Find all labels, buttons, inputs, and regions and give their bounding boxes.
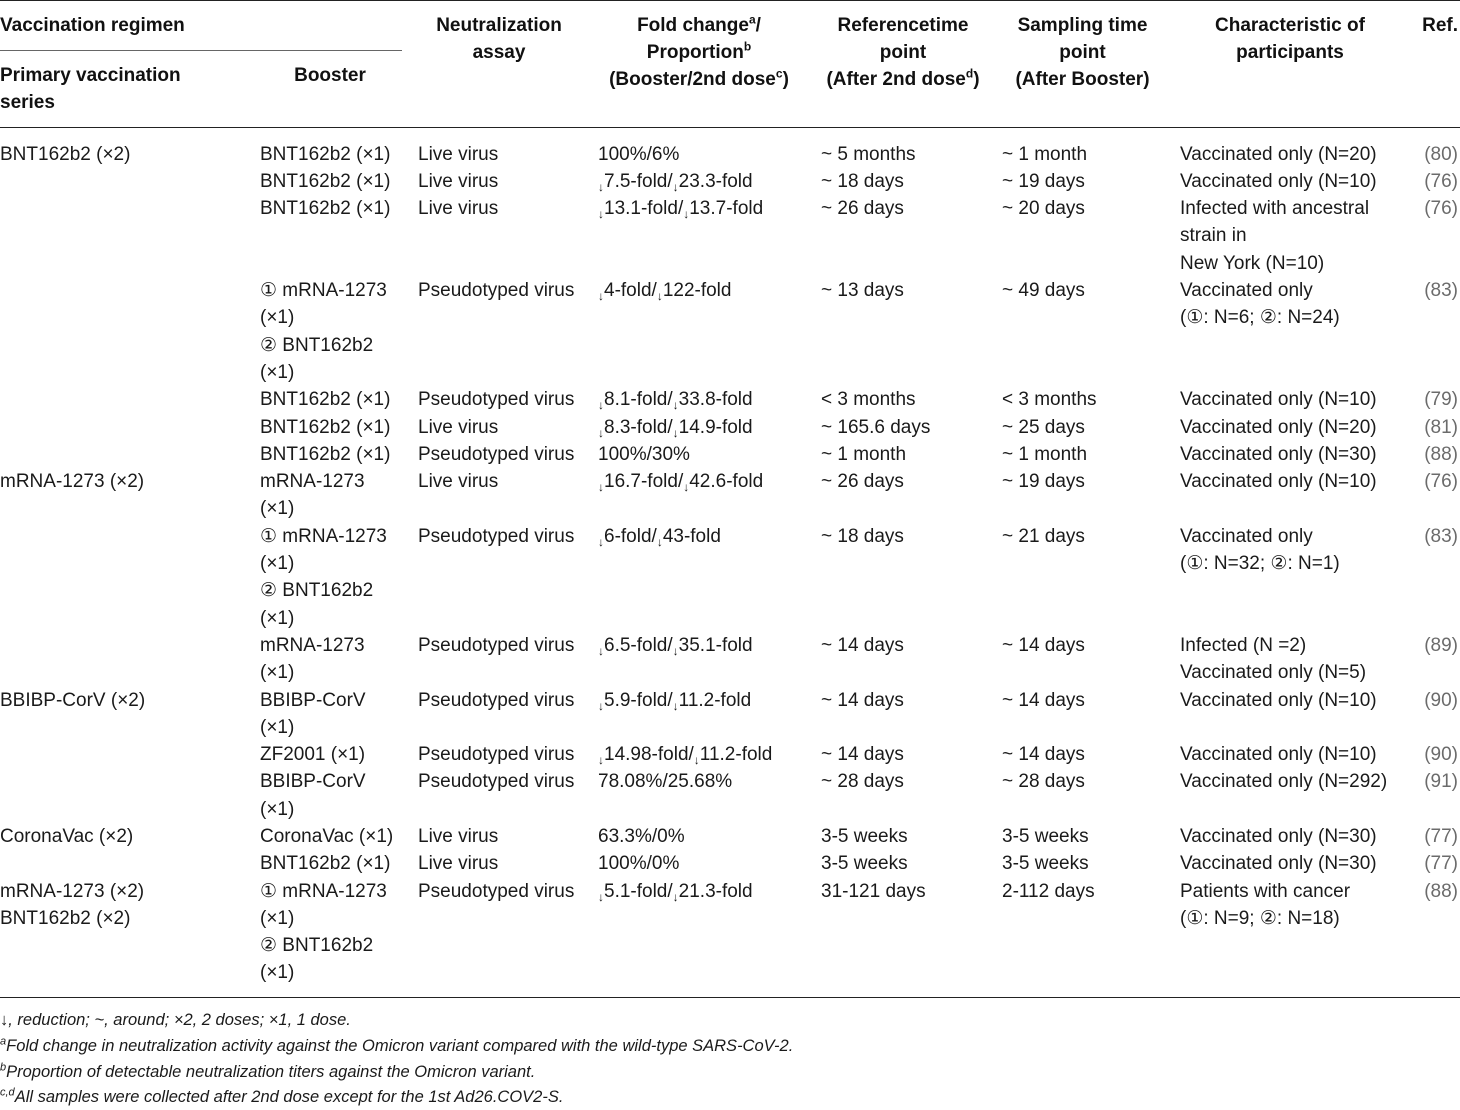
fold-change-cell: $_↓7.5-fold/_↓23.3$-fold [598,170,753,194]
participants-cell: Vaccinated only (N=10) [1180,744,1377,766]
participants-cell: Vaccinated only (N=30) [1180,443,1377,465]
participants-cell: Vaccinated only (N=10) [1180,170,1377,192]
booster-cell: ① mRNA-1273 (×1) ② BNT162b2 (×1) [260,525,387,629]
fold-change-cell: $_↓6.5-fold/_↓35.1$-fold [598,634,753,658]
booster-cell: ZF2001 (×1) [260,744,366,766]
booster-cell: ① mRNA-1273 (×1) ② BNT162b2 (×1) [260,880,387,984]
fold-change-cell: $_↓13.1-fold/_↓13.7$-fold [598,198,764,222]
assay-cell: Pseudotyped virus [418,525,575,547]
reference-time-cell: ~ 18 days [821,525,904,547]
header-booster: Booster [294,65,366,86]
participants-cell: Vaccinated only (N=30) [1180,853,1377,875]
footnote-a: $^a$Fold change in neutralization activity against the Omicron variant compared with the wild-type SARS-CoV-2. [0,1035,794,1055]
fold-change-cell: 100%/30% [598,443,690,465]
participants-cell: Infected with ancestral strain in New York (N=10) [1180,198,1370,274]
ref-cell: (89) [1424,634,1458,656]
fold-change-cell: $_↓4-fold/_↓122$-fold [598,280,732,303]
participants-cell: Vaccinated only (①: N=6; ②: N=24) [1180,280,1340,329]
participants-cell: Vaccinated only (N=292) [1180,771,1388,793]
header-reference-time: Referencetime point (After 2nd dose$^d$) [826,15,980,90]
assay-cell: Live virus [418,471,499,493]
fold-change-cell: $_↓5.9-fold/_↓11.2$-fold [598,689,752,713]
footnote-cd: $^{c,d}$All samples were collected after 2nd dose except for the 1st Ad26.COV2-S. [0,1086,564,1106]
primary-series-cell: mRNA-1273 (×2) [0,471,145,493]
sampling-time-cell: 3-5 weeks [1002,826,1089,847]
fold-change-cell: $_↓5.1-fold/_↓21.3$-fold [598,880,753,904]
header-vaccination-regimen: Vaccination regimen [0,15,185,36]
booster-cell: CoronaVac (×1) [260,826,394,847]
participants-cell: Infected (N =2) Vaccinated only (N=5) [1180,634,1367,684]
table-bottom-rule [0,997,1460,998]
ref-cell: (83) [1424,280,1458,301]
sampling-time-cell: ~ 14 days [1002,744,1085,766]
booster-cell: BBIBP-CorV (×1) [260,689,366,738]
booster-cell: BNT162b2 (×1) [260,443,391,465]
assay-cell: Live virus [418,143,499,165]
sampling-time-cell: < 3 months [1002,389,1097,411]
ref-cell: (88) [1424,880,1458,902]
assay-cell: Pseudotyped virus [418,389,575,411]
header-bottom-rule [0,127,1460,128]
sampling-time-cell: ~ 25 days [1002,416,1085,438]
sampling-time-cell: ~ 19 days [1002,471,1085,493]
participants-cell: Vaccinated only (①: N=32; ②: N=1) [1180,525,1340,574]
assay-cell: Pseudotyped virus [418,443,575,465]
header-fold-change: Fold change$^a$/ Proportion$^b$ (Booster/2nd dose$^c$) [609,12,789,90]
ref-cell: (79) [1424,389,1458,411]
sampling-time-cell: ~ 20 days [1002,198,1085,220]
fold-change-cell: 63.3%/0% [598,826,685,847]
primary-series-cell: CoronaVac (×2) [0,826,134,847]
primary-series-cell: mRNA-1273 (×2) BNT162b2 (×2) [0,880,145,929]
ref-cell: (90) [1424,689,1458,711]
ref-cell: (80) [1424,143,1458,165]
fold-change-cell: $_↓14.98-fold/_↓11.2$-fold [598,744,773,768]
sampling-time-cell: ~ 21 days [1002,525,1085,547]
reference-time-cell: ~ 28 days [821,771,904,793]
assay-cell: Live virus [418,853,499,875]
header-sampling-time: Sampling time point (After Booster) [1015,15,1150,90]
assay-cell: Pseudotyped virus [418,744,575,766]
fold-change-cell: 100%/0% [598,853,680,875]
footnote-b: $^b$Proportion of detectable neutralization titers against the Omicron variant. [0,1061,536,1081]
primary-series-cell: BBIBP-CorV (×2) [0,689,146,711]
sampling-time-cell: 3-5 weeks [1002,853,1089,875]
booster-cell: ① mRNA-1273 (×1) ② BNT162b2 (×1) [260,280,387,383]
booster-cell: mRNA-1273 (×1) [260,471,365,520]
sampling-time-cell: ~ 28 days [1002,771,1085,793]
assay-cell: Live virus [418,170,499,192]
ref-cell: (90) [1424,744,1458,766]
participants-cell: Patients with cancer (①: N=9; ②: N=18) [1180,880,1351,929]
ref-cell: (76) [1424,198,1458,220]
reference-time-cell: ~ 5 months [821,143,916,165]
sampling-time-cell: ~ 1 month [1002,143,1088,165]
booster-cell: BNT162b2 (×1) [260,853,391,875]
participants-cell: Vaccinated only (N=10) [1180,389,1377,411]
reference-time-cell: ~ 14 days [821,634,904,656]
header-ref: Ref. [1422,15,1458,36]
booster-cell: BNT162b2 (×1) [260,389,391,411]
reference-time-cell: ~ 26 days [821,198,904,220]
participants-cell: Vaccinated only (N=20) [1180,416,1377,438]
assay-cell: Pseudotyped virus [418,634,575,656]
sampling-time-cell: ~ 14 days [1002,689,1085,711]
booster-cell: BNT162b2 (×1) [260,198,391,220]
assay-cell: Pseudotyped virus [418,280,575,301]
footnote-legend: ↓, reduction; ~, around; ×2, 2 doses; ×1, 1 dose. [0,1011,351,1029]
reference-time-cell: 31-121 days [821,880,926,902]
reference-time-cell: ~ 13 days [821,280,904,301]
booster-cell: BNT162b2 (×1) [260,170,391,192]
booster-cell: mRNA-1273 (×1) [260,634,365,684]
header-primary-series: Primary vaccination series [0,65,181,113]
assay-cell: Live virus [418,826,499,847]
sampling-time-cell: ~ 49 days [1002,280,1085,301]
reference-time-cell: 3-5 weeks [821,853,908,875]
reference-time-cell: 3-5 weeks [821,826,908,847]
ref-cell: (76) [1424,471,1458,493]
assay-cell: Live virus [418,416,499,438]
header-characteristic: Characteristic of participants [1215,15,1365,63]
ref-cell: (83) [1424,525,1458,547]
ref-cell: (91) [1424,771,1458,793]
table-top-rule [0,0,1460,1]
ref-cell: (76) [1424,170,1458,192]
participants-cell: Vaccinated only (N=30) [1180,826,1377,847]
participants-cell: Vaccinated only (N=10) [1180,689,1377,711]
ref-cell: (88) [1424,443,1458,465]
fold-change-cell: 78.08%/25.68% [598,771,733,793]
booster-cell: BNT162b2 (×1) [260,143,391,165]
sampling-time-cell: ~ 1 month [1002,443,1088,465]
reference-time-cell: ~ 14 days [821,744,904,766]
participants-cell: Vaccinated only (N=20) [1180,143,1377,165]
primary-series-cell: BNT162b2 (×2) [0,143,131,165]
ref-cell: (77) [1424,826,1458,847]
reference-time-cell: < 3 months [821,389,916,411]
ref-cell: (81) [1424,416,1458,438]
reference-time-cell: ~ 1 month [821,443,907,465]
assay-cell: Live virus [418,198,499,220]
booster-cell: BBIBP-CorV (×1) [260,771,366,820]
sampling-time-cell: 2-112 days [1002,880,1095,902]
fold-change-cell: $_↓6-fold/_↓43$-fold [598,525,721,549]
reference-time-cell: ~ 26 days [821,471,904,493]
assay-cell: Pseudotyped virus [418,771,575,793]
reference-time-cell: ~ 14 days [821,689,904,711]
sampling-time-cell: ~ 14 days [1002,634,1085,656]
reference-time-cell: ~ 18 days [821,170,904,192]
ref-cell: (77) [1424,853,1458,875]
fold-change-cell: $_↓8.1-fold/_↓33.8$-fold [598,389,753,413]
sampling-time-cell: ~ 19 days [1002,170,1085,192]
assay-cell: Pseudotyped virus [418,689,575,711]
reference-time-cell: ~ 165.6 days [821,416,931,438]
assay-cell: Pseudotyped virus [418,880,575,902]
header-neutralization-assay: Neutralization assay [436,15,562,63]
participants-cell: Vaccinated only (N=10) [1180,471,1377,493]
fold-change-cell: $_↓16.7-fold/_↓42.6$-fold [598,471,764,495]
regimen-group-rule [0,50,402,51]
fold-change-cell: 100%/6% [598,143,680,165]
booster-cell: BNT162b2 (×1) [260,416,391,438]
fold-change-cell: $_↓8.3-fold/_↓14.9$-fold [598,416,753,440]
